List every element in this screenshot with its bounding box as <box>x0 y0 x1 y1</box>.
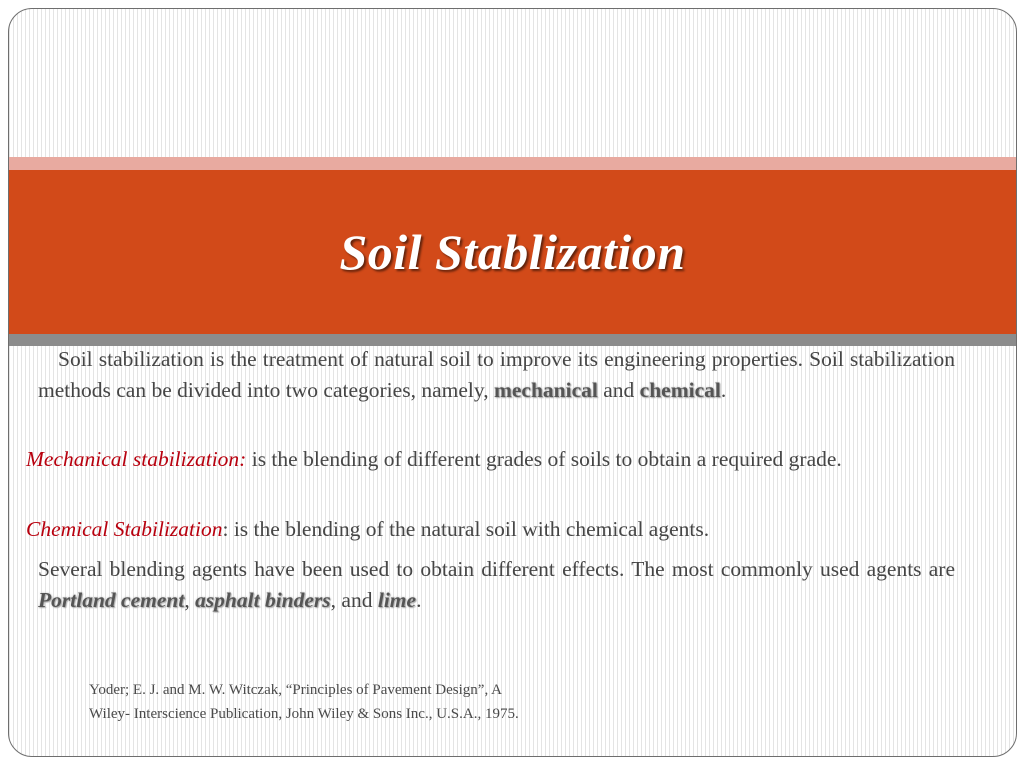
reference-line-1: Yoder; E. J. and M. W. Witczak, “Principles of Pavement Design”, A <box>89 682 502 698</box>
title-bar <box>9 170 1016 334</box>
agent-lime: lime <box>377 587 417 612</box>
agents-end: . <box>416 587 422 612</box>
agent-asphalt-binders: asphalt binders <box>195 587 331 612</box>
chemical-paragraph <box>26 514 955 545</box>
reference-citation <box>89 678 649 726</box>
term-mechanical: mechanical <box>493 377 598 402</box>
chemical-text: : is the blending of the natural soil with chemical agents. <box>222 517 710 541</box>
mechanical-label: Mechanical stabilization: <box>26 447 247 471</box>
agents-paragraph <box>38 554 955 615</box>
mechanical-paragraph <box>26 444 955 475</box>
mechanical-text: is the blending of different grades of soils to obtain a required grade. <box>246 447 842 471</box>
intro-paragraph <box>38 344 955 405</box>
agents-sep-2: , and <box>330 587 378 612</box>
intro-text-1: Soil stabilization is the treatment of natural soil to improve its engineering properties. Soil stabilization methods can be divided into two categories, namely, <box>38 347 955 402</box>
term-chemical: chemical <box>639 377 721 402</box>
chemical-label: Chemical Stabilization <box>26 517 223 541</box>
intro-text-2: and <box>597 377 640 402</box>
accent-band-top <box>9 157 1016 170</box>
agents-sep-1: , <box>184 587 196 612</box>
reference-line-2: Wiley- Interscience Publication, John Wiley & Sons Inc., U.S.A., 1975. <box>89 706 519 722</box>
intro-text-3: . <box>720 377 727 402</box>
agent-portland-cement: Portland cement <box>38 587 185 612</box>
slide-title: Soil Stablization <box>339 224 686 280</box>
agents-text-1: Several blending agents have been used to obtain different effects. The most commonly used agents are <box>38 557 955 581</box>
